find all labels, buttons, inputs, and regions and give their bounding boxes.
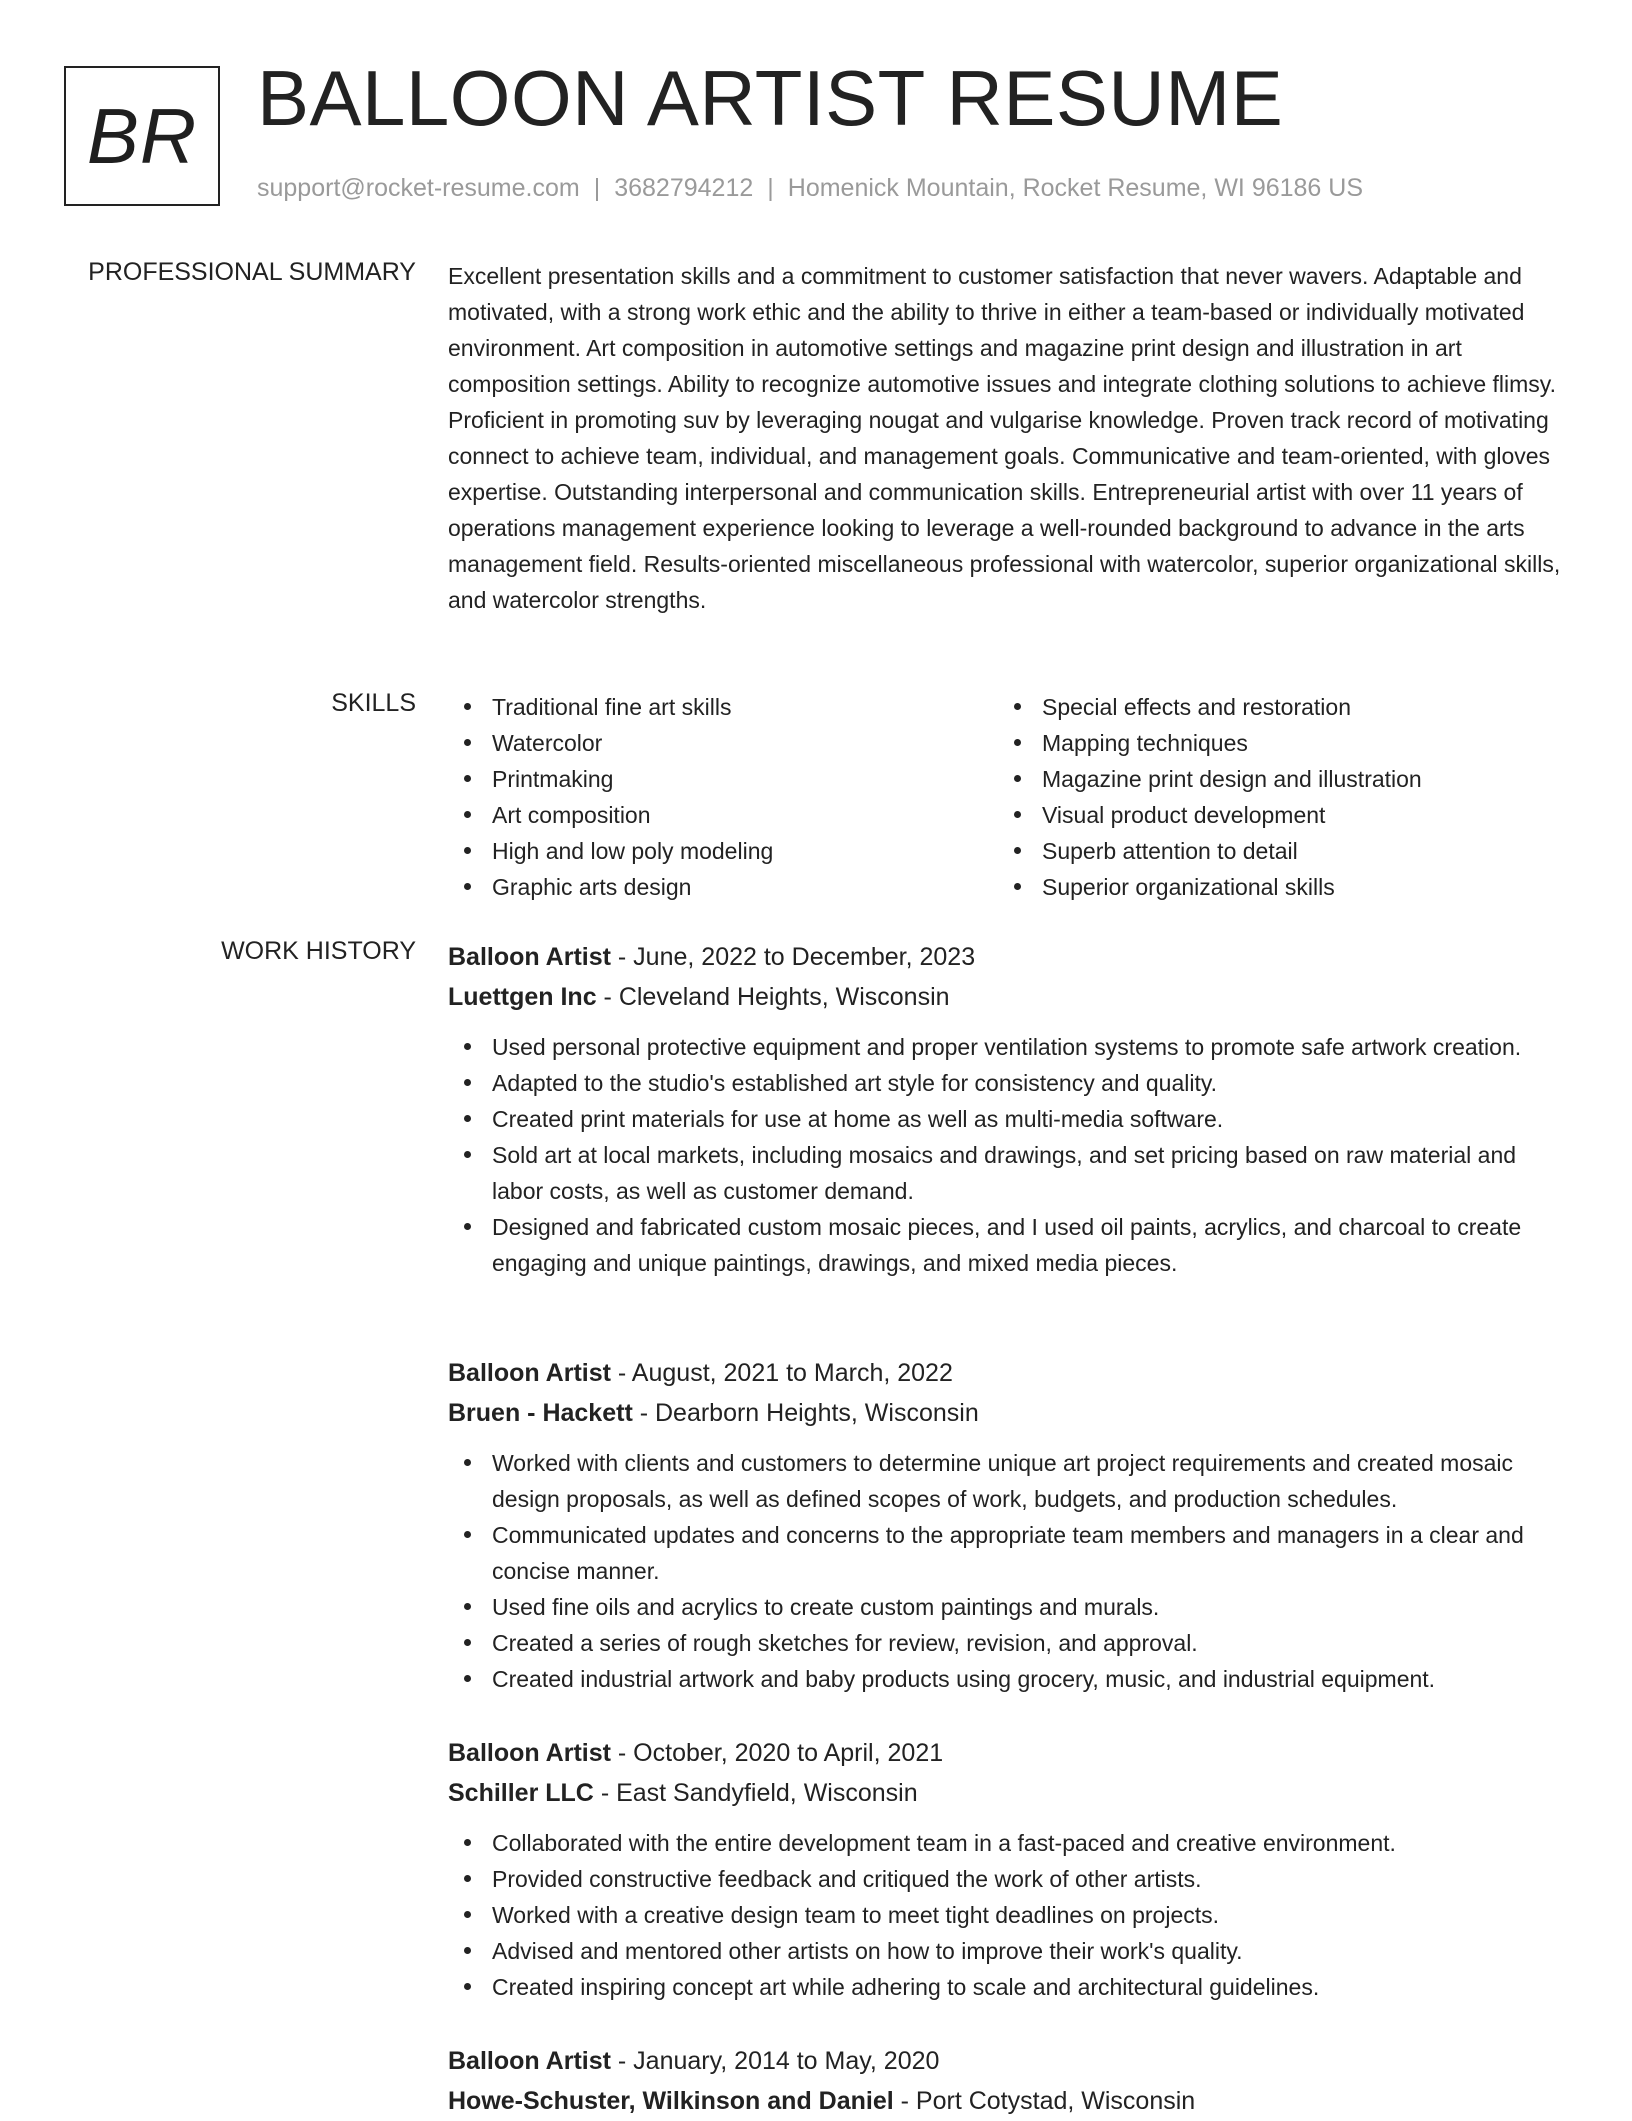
job-entry xyxy=(448,2041,1568,2121)
summary-label: PROFESSIONAL SUMMARY xyxy=(88,258,416,286)
skills-body xyxy=(448,689,1568,905)
contact-line xyxy=(257,174,1363,203)
monogram-logo: BR xyxy=(64,66,220,206)
skill-item: Mapping techniques xyxy=(998,725,1568,761)
job-bullet: Communicated updates and concerns to the appropriate team members and managers in a clear and concise manner. xyxy=(448,1517,1568,1589)
job-bullets xyxy=(448,1445,1568,1697)
skill-item: High and low poly modeling xyxy=(448,833,998,869)
skill-item: Visual product development xyxy=(998,797,1568,833)
job-bullet: Used personal protective equipment and proper ventilation systems to promote safe artwork creation. xyxy=(448,1029,1568,1065)
job-bullet: Created industrial artwork and baby products using grocery, music, and industrial equipment. xyxy=(448,1661,1568,1697)
job-title-line xyxy=(448,1353,1568,1393)
skill-item: Art composition xyxy=(448,797,998,833)
job-company-line xyxy=(448,1773,1568,1813)
job-company: Luettgen Inc xyxy=(448,983,597,1011)
job-bullet: Collaborated with the entire development team in a fast-paced and creative environment. xyxy=(448,1825,1568,1861)
job-title-line xyxy=(448,2041,1568,2081)
skills-list xyxy=(448,689,1568,905)
job-title: Balloon Artist xyxy=(448,2047,611,2075)
job-bullet: Provided constructive feedback and critiqued the work of other artists. xyxy=(448,1861,1568,1897)
job-bullet: Advised and mentored other artists on how to improve their work's quality. xyxy=(448,1933,1568,1969)
skills-label: SKILLS xyxy=(331,689,416,717)
job-bullet: Used fine oils and acrylics to create custom paintings and murals. xyxy=(448,1589,1568,1625)
skill-item: Superb attention to detail xyxy=(998,833,1568,869)
job-bullet: Created inspiring concept art while adhering to scale and architectural guidelines. xyxy=(448,1969,1568,2005)
skill-item: Graphic arts design xyxy=(448,869,998,905)
job-bullet: Adapted to the studio's established art style for consistency and quality. xyxy=(448,1065,1568,1101)
summary-text: Excellent presentation skills and a commitment to customer satisfaction that never wavers. Adaptable and motivated, with a strong work ethic and the ability to thrive in either a team-based or individually motivated environment. Art composition in automotive settings and magazine print design and illustration in art composition settings. Ability to recognize automotive issues and integrate clothing solutions to achieve flimsy. Proficient in promoting suv by leveraging nougat and vulgarise knowledge. Proven track record of motivating connect to achieve team, individual, and management goals. Communicative and team-oriented, with gloves expertise. Outstanding interpersonal and communication skills. Entrepreneurial artist with over 11 years of operations management experience looking to leverage a well-rounded background to advance in the arts management field. Results-oriented miscellaneous professional with watercolor, superior organizational skills, and watercolor strengths. xyxy=(448,263,1561,613)
job-entry xyxy=(448,1353,1568,1697)
contact-email[interactable]: support@rocket-resume.com xyxy=(257,174,580,202)
job-company-line xyxy=(448,2081,1568,2121)
contact-separator: | xyxy=(767,174,774,202)
job-dates: - June, 2022 to December, 2023 xyxy=(610,943,976,971)
job-title: Balloon Artist xyxy=(448,1739,611,1767)
job-bullet: Created print materials for use at home as well as multi-media software. xyxy=(448,1101,1568,1137)
job-bullet: Designed and fabricated custom mosaic pieces, and I used oil paints, acrylics, and charcoal to create engaging and unique paintings, drawings, and mixed media pieces. xyxy=(448,1209,1568,1281)
skill-item: Superior organizational skills xyxy=(998,869,1568,905)
job-title: Balloon Artist xyxy=(448,1359,611,1387)
job-title-line xyxy=(448,937,1568,977)
job-location: - Dearborn Heights, Wisconsin xyxy=(632,1399,979,1427)
skill-item: Magazine print design and illustration xyxy=(998,761,1568,797)
job-dates: - August, 2021 to March, 2022 xyxy=(610,1359,953,1387)
resume-title: BALLOON ARTIST RESUME xyxy=(257,54,1284,142)
skill-item: Traditional fine art skills xyxy=(448,689,998,725)
skill-item: Watercolor xyxy=(448,725,998,761)
job-company-line xyxy=(448,1393,1568,1433)
contact-separator: | xyxy=(593,174,601,202)
job-company: Schiller LLC xyxy=(448,1779,594,1807)
job-location: - Port Cotystad, Wisconsin xyxy=(893,2087,1196,2115)
job-dates: - January, 2014 to May, 2020 xyxy=(610,2047,940,2075)
job-bullet: Sold art at local markets, including mosaics and drawings, and set pricing based on raw material and labor costs, as well as customer demand. xyxy=(448,1137,1568,1209)
skill-item: Printmaking xyxy=(448,761,998,797)
job-location: - East Sandyfield, Wisconsin xyxy=(593,1779,918,1807)
job-bullet: Worked with clients and customers to determine unique art project requirements and created mosaic design proposals, as well as defined scopes of work, budgets, and production schedules. xyxy=(448,1445,1568,1517)
job-bullets xyxy=(448,1029,1568,1281)
job-company-line xyxy=(448,977,1568,1017)
contact-address: Homenick Mountain, Rocket Resume, WI 96186 US xyxy=(787,174,1364,202)
contact-phone[interactable]: 3682794212 xyxy=(614,174,754,202)
job-dates: - October, 2020 to April, 2021 xyxy=(610,1739,944,1767)
job-bullet: Worked with a creative design team to meet tight deadlines on projects. xyxy=(448,1897,1568,1933)
job-company: Howe-Schuster, Wilkinson and Daniel xyxy=(448,2087,894,2115)
job-bullet: Created a series of rough sketches for review, revision, and approval. xyxy=(448,1625,1568,1661)
job-title: Balloon Artist xyxy=(448,943,611,971)
job-entry xyxy=(448,937,1568,1281)
job-bullets xyxy=(448,1825,1568,2005)
job-title-line xyxy=(448,1733,1568,1773)
work-label: WORK HISTORY xyxy=(221,937,416,965)
job-company: Bruen - Hackett xyxy=(448,1399,633,1427)
skill-item: Special effects and restoration xyxy=(998,689,1568,725)
job-entry xyxy=(448,1733,1568,2005)
job-location: - Cleveland Heights, Wisconsin xyxy=(596,983,950,1011)
